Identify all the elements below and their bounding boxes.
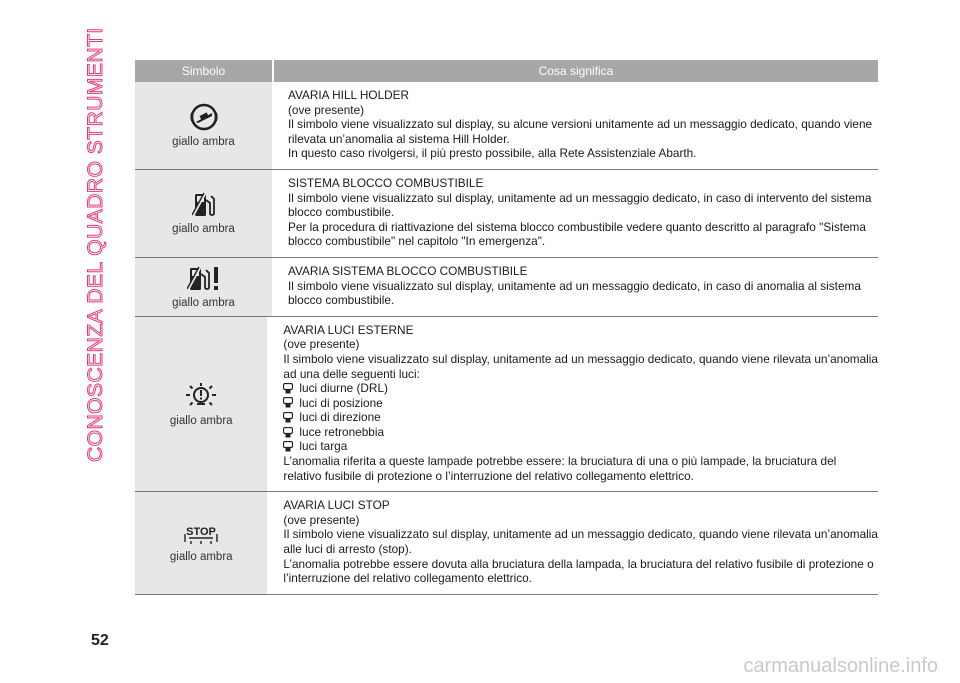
- description-line: (ove presente): [283, 337, 360, 352]
- row-title: AVARIA HILL HOLDER: [288, 88, 410, 102]
- symbol-color-label: giallo ambra: [169, 551, 233, 564]
- description-line: l’interruzione del relativo collegamento elettrico.: [283, 571, 532, 586]
- symbol-cell: [135, 170, 272, 257]
- description-cell: [274, 258, 878, 316]
- table-row: [135, 170, 878, 258]
- description-line: blocco combustibile.: [288, 205, 395, 220]
- table-row: [135, 317, 878, 493]
- description-cell: [269, 492, 878, 594]
- row-title: SISTEMA BLOCCO COMBUSTIBILE: [288, 175, 484, 190]
- description-line: Per la procedura di riattivazione del sistema blocco combustibile vedere quanto descritto al paragrafo "Sistema: [288, 219, 866, 234]
- symbol-color-label: giallo ambra: [169, 414, 233, 427]
- symbol-color-label: giallo ambra: [172, 296, 235, 309]
- row-title: AVARIA SISTEMA BLOCCO COMBUSTIBILE: [288, 263, 528, 278]
- bulb-bullet-icon: [283, 397, 293, 408]
- fuel-block-icon: [192, 191, 216, 219]
- description-line: alle luci di arresto (stop).: [283, 542, 412, 557]
- description-line: Il simbolo viene visualizzato sul display, su alcune versioni unitamente ad un messaggio dedicato, quando viene: [288, 117, 873, 132]
- symbol-cell: [135, 258, 272, 316]
- bulb-bullet-icon: [283, 412, 293, 423]
- bulb-bullet-icon: [283, 427, 293, 438]
- page-number: 52: [91, 632, 109, 649]
- warning-lights-table: [135, 60, 878, 595]
- list-item: luci targa: [283, 439, 878, 454]
- list-item: luci di posizione: [283, 396, 878, 411]
- list-item: luci diurne (DRL): [283, 381, 878, 396]
- table-header: [135, 60, 878, 82]
- description-line: L’anomalia riferita a queste lampade potrebbe essere: la bruciatura di una o più lampade, la bruciatura del: [283, 454, 837, 469]
- description-cell: [274, 82, 878, 169]
- exterior-lights-failure-icon: [183, 381, 219, 411]
- description-line: ad una delle seguenti luci:: [283, 366, 420, 381]
- description-line: Il simbolo viene visualizzato sul display, unitamente ad un messaggio dedicato, in caso di anomalia al sistema: [288, 278, 861, 293]
- symbol-cell: [135, 82, 272, 169]
- description-line: (ove presente): [288, 102, 365, 117]
- list-item: luci di direzione: [283, 410, 878, 425]
- description-line: relativo fusibile di protezione o l’interruzione del relativo collegamento elettrico.: [283, 468, 694, 483]
- table-row: [135, 258, 878, 317]
- list-item: luce retronebbia: [283, 425, 878, 440]
- section-side-title: CONOSCENZA DEL QUADRO STRUMENTI: [84, 27, 107, 462]
- stop-lights-failure-icon: [182, 523, 220, 547]
- symbol-color-label: giallo ambra: [172, 223, 235, 236]
- description-line: blocco combustibile.: [288, 293, 395, 308]
- description-line: Il simbolo viene visualizzato sul display, unitamente ad un messaggio dedicato, in caso di intervento del sistema: [288, 190, 872, 205]
- header-symbol: Simbolo: [181, 64, 226, 78]
- symbol-color-label: giallo ambra: [172, 136, 235, 149]
- table-row: [135, 492, 878, 595]
- row-title: AVARIA LUCI STOP: [283, 498, 390, 513]
- description-line: rilevata un’anomalia al sistema Hill Holder.: [288, 131, 510, 146]
- description-line: Il simbolo viene visualizzato sul display, unitamente ad un messaggio dedicato, quando viene rilevata un’anomalia: [283, 527, 878, 542]
- description-line: Il simbolo viene visualizzato sul display, unitamente ad un messaggio dedicato, quando viene rilevata un’anomalia: [283, 351, 878, 366]
- description-line: In questo caso rivolgersi, il più presto possibile, alla Rete Assistenziale Abarth.: [288, 146, 697, 161]
- bulb-bullet-icon: [283, 441, 293, 452]
- symbol-cell: [135, 492, 267, 594]
- symbol-cell: [135, 317, 267, 492]
- fuel-block-failure-icon: [187, 265, 221, 293]
- description-line: L’anomalia potrebbe essere dovuta alla bruciatura della lampada, la bruciatura del relativo fusibile di protezione o: [283, 556, 874, 571]
- watermark: carmanualsonline.info: [743, 655, 938, 677]
- stop-icon-text: STOP: [186, 526, 217, 539]
- header-meaning: Cosa significa: [538, 64, 614, 78]
- bulb-bullet-icon: [283, 383, 293, 394]
- hill-holder-icon: [188, 102, 220, 132]
- description-line: (ove presente): [283, 512, 360, 527]
- description-line: blocco combustibile" nel capitolo "In emergenza".: [288, 234, 546, 249]
- description-cell: [269, 317, 878, 492]
- description-cell: [274, 170, 878, 257]
- row-title: AVARIA LUCI ESTERNE: [283, 322, 414, 337]
- table-row: [135, 82, 878, 170]
